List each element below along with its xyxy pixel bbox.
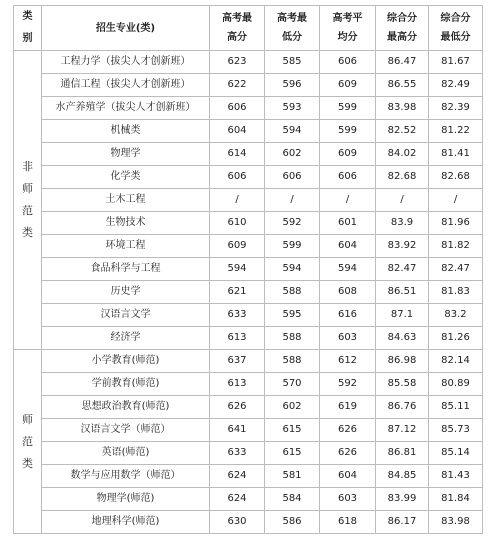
zh-min-cell: 82.39 <box>429 97 483 120</box>
gk-avg-cell: 601 <box>320 212 376 235</box>
gk-min-cell: 593 <box>265 97 320 120</box>
gk-max-cell: 613 <box>210 327 265 350</box>
gk-avg-cell: 609 <box>320 74 376 97</box>
zh-max-cell: 85.58 <box>376 373 429 396</box>
zh-max-cell: 83.99 <box>376 488 429 511</box>
gk-min-cell: 584 <box>265 488 320 511</box>
major-cell: 学前教育(师范) <box>42 373 210 396</box>
gk-min-cell: 615 <box>265 442 320 465</box>
gk-avg-cell: 604 <box>320 465 376 488</box>
major-cell: 工程力学（拔尖人才创新班） <box>42 51 210 74</box>
major-cell: 英语(师范) <box>42 442 210 465</box>
table-row <box>14 189 483 212</box>
gk-max-cell: 594 <box>210 258 265 281</box>
table-row <box>14 258 483 281</box>
table-row <box>14 327 483 350</box>
major-cell: 通信工程（拔尖人才创新班） <box>42 74 210 97</box>
table-row <box>14 74 483 97</box>
zh-min-cell: 81.67 <box>429 51 483 74</box>
gk-max-cell: 623 <box>210 51 265 74</box>
zh-max-cell: 86.81 <box>376 442 429 465</box>
gk-min-cell: 588 <box>265 281 320 304</box>
gk-max-cell: 606 <box>210 97 265 120</box>
category-cell <box>14 51 42 350</box>
table-row <box>14 419 483 442</box>
gk-avg-cell: 612 <box>320 350 376 373</box>
gk-min-cell: 581 <box>265 465 320 488</box>
zh-max-cell: 83.9 <box>376 212 429 235</box>
zh-max-cell: 86.51 <box>376 281 429 304</box>
gk-max-cell: 633 <box>210 442 265 465</box>
gk-avg-cell: 608 <box>320 281 376 304</box>
gk-min-cell: 570 <box>265 373 320 396</box>
zh-min-cell: 80.89 <box>429 373 483 396</box>
major-cell: 机械类 <box>42 120 210 143</box>
header-category-label: 类别 <box>22 11 33 44</box>
table-row <box>14 97 483 120</box>
table-row <box>14 350 483 373</box>
header-gk-min-label: 高考最低分 <box>277 13 307 43</box>
zh-max-cell: 87.12 <box>376 419 429 442</box>
zh-max-cell: 87.1 <box>376 304 429 327</box>
header-gk-min <box>265 6 320 51</box>
zh-max-cell: 84.85 <box>376 465 429 488</box>
category-cell <box>14 350 42 534</box>
header-zh-min-label: 综合分最低分 <box>440 13 471 43</box>
gk-max-cell: 633 <box>210 304 265 327</box>
gk-avg-cell: 604 <box>320 235 376 258</box>
table-row <box>14 235 483 258</box>
gk-min-cell: 592 <box>265 212 320 235</box>
table-row <box>14 373 483 396</box>
zh-max-cell: 86.47 <box>376 51 429 74</box>
gk-max-cell: 614 <box>210 143 265 166</box>
gk-min-cell: 615 <box>265 419 320 442</box>
gk-avg-cell: / <box>320 189 376 212</box>
table-row <box>14 511 483 534</box>
gk-max-cell: 624 <box>210 465 265 488</box>
table-row <box>14 281 483 304</box>
zh-min-cell: / <box>429 189 483 212</box>
gk-max-cell: 622 <box>210 74 265 97</box>
major-cell: 地理科学(师范) <box>42 511 210 534</box>
zh-max-cell: 82.47 <box>376 258 429 281</box>
header-major: 招生专业(类) <box>42 6 210 51</box>
major-cell: 化学类 <box>42 166 210 189</box>
gk-avg-cell: 609 <box>320 143 376 166</box>
header-row <box>14 6 483 51</box>
gk-avg-cell: 599 <box>320 97 376 120</box>
major-cell: 生物技术 <box>42 212 210 235</box>
admission-scores-table <box>13 5 483 534</box>
header-zh-max <box>376 6 429 51</box>
zh-min-cell: 81.83 <box>429 281 483 304</box>
gk-min-cell: 588 <box>265 327 320 350</box>
zh-min-cell: 82.47 <box>429 258 483 281</box>
zh-max-cell: 84.63 <box>376 327 429 350</box>
table-row <box>14 51 483 74</box>
gk-min-cell: 586 <box>265 511 320 534</box>
table-header <box>14 6 483 51</box>
header-gk-max <box>210 6 265 51</box>
gk-min-cell: 602 <box>265 143 320 166</box>
gk-avg-cell: 592 <box>320 373 376 396</box>
zh-min-cell: 81.43 <box>429 465 483 488</box>
zh-max-cell: 82.68 <box>376 166 429 189</box>
major-cell: 水产养殖学（拔尖人才创新班） <box>42 97 210 120</box>
major-cell: 汉语言文学 <box>42 304 210 327</box>
zh-min-cell: 81.84 <box>429 488 483 511</box>
gk-avg-cell: 606 <box>320 166 376 189</box>
header-category <box>14 6 42 51</box>
gk-avg-cell: 616 <box>320 304 376 327</box>
zh-max-cell: 86.17 <box>376 511 429 534</box>
zh-min-cell: 81.82 <box>429 235 483 258</box>
major-cell: 数学与应用数学（师范） <box>42 465 210 488</box>
zh-min-cell: 81.41 <box>429 143 483 166</box>
table-row <box>14 212 483 235</box>
major-cell: 历史学 <box>42 281 210 304</box>
gk-min-cell: 595 <box>265 304 320 327</box>
major-cell: 环境工程 <box>42 235 210 258</box>
zh-max-cell: 84.02 <box>376 143 429 166</box>
gk-avg-cell: 599 <box>320 120 376 143</box>
gk-max-cell: 621 <box>210 281 265 304</box>
zh-min-cell: 81.96 <box>429 212 483 235</box>
gk-min-cell: 588 <box>265 350 320 373</box>
header-gk-max-label: 高考最高分 <box>222 13 252 43</box>
gk-max-cell: 606 <box>210 166 265 189</box>
header-zh-max-label: 综合分最高分 <box>387 13 417 43</box>
table-row <box>14 166 483 189</box>
zh-max-cell: 82.52 <box>376 120 429 143</box>
gk-max-cell: / <box>210 189 265 212</box>
major-cell: 物理学 <box>42 143 210 166</box>
table-row <box>14 442 483 465</box>
gk-min-cell: 602 <box>265 396 320 419</box>
zh-min-cell: 85.14 <box>429 442 483 465</box>
major-cell: 思想政治教育(师范) <box>42 396 210 419</box>
gk-avg-cell: 606 <box>320 51 376 74</box>
zh-min-cell: 85.11 <box>429 396 483 419</box>
gk-max-cell: 613 <box>210 373 265 396</box>
gk-min-cell: 585 <box>265 51 320 74</box>
zh-min-cell: 81.22 <box>429 120 483 143</box>
major-cell: 食品科学与工程 <box>42 258 210 281</box>
table-row <box>14 120 483 143</box>
gk-avg-cell: 603 <box>320 488 376 511</box>
header-gk-avg-label: 高考平均分 <box>332 13 363 43</box>
table-row <box>14 396 483 419</box>
major-cell: 汉语言文学（师范） <box>42 419 210 442</box>
zh-max-cell: 83.98 <box>376 97 429 120</box>
zh-min-cell: 82.68 <box>429 166 483 189</box>
gk-min-cell: 599 <box>265 235 320 258</box>
zh-max-cell: 86.98 <box>376 350 429 373</box>
zh-max-cell: 83.92 <box>376 235 429 258</box>
zh-min-cell: 82.14 <box>429 350 483 373</box>
gk-max-cell: 624 <box>210 488 265 511</box>
zh-max-cell: 86.55 <box>376 74 429 97</box>
table-body <box>14 51 483 534</box>
header-zh-min <box>429 6 483 51</box>
major-cell: 小学教育(师范) <box>42 350 210 373</box>
gk-min-cell: 594 <box>265 258 320 281</box>
zh-max-cell: / <box>376 189 429 212</box>
gk-min-cell: 596 <box>265 74 320 97</box>
gk-avg-cell: 618 <box>320 511 376 534</box>
gk-max-cell: 637 <box>210 350 265 373</box>
gk-max-cell: 641 <box>210 419 265 442</box>
gk-avg-cell: 594 <box>320 258 376 281</box>
category-label: 师范类 <box>22 412 33 470</box>
gk-min-cell: / <box>265 189 320 212</box>
major-cell: 经济学 <box>42 327 210 350</box>
major-cell: 物理学(师范) <box>42 488 210 511</box>
gk-avg-cell: 619 <box>320 396 376 419</box>
gk-max-cell: 626 <box>210 396 265 419</box>
gk-max-cell: 609 <box>210 235 265 258</box>
zh-min-cell: 81.26 <box>429 327 483 350</box>
zh-min-cell: 85.73 <box>429 419 483 442</box>
gk-avg-cell: 626 <box>320 419 376 442</box>
gk-avg-cell: 626 <box>320 442 376 465</box>
gk-max-cell: 604 <box>210 120 265 143</box>
category-label: 非师范类 <box>22 160 33 239</box>
header-gk-avg <box>320 6 376 51</box>
zh-max-cell: 86.76 <box>376 396 429 419</box>
gk-min-cell: 594 <box>265 120 320 143</box>
gk-max-cell: 610 <box>210 212 265 235</box>
zh-min-cell: 83.2 <box>429 304 483 327</box>
gk-max-cell: 630 <box>210 511 265 534</box>
table-row <box>14 465 483 488</box>
gk-min-cell: 606 <box>265 166 320 189</box>
zh-min-cell: 82.49 <box>429 74 483 97</box>
major-cell: 土木工程 <box>42 189 210 212</box>
table-row <box>14 304 483 327</box>
table-row <box>14 488 483 511</box>
zh-min-cell: 83.98 <box>429 511 483 534</box>
gk-avg-cell: 603 <box>320 327 376 350</box>
table-row <box>14 143 483 166</box>
